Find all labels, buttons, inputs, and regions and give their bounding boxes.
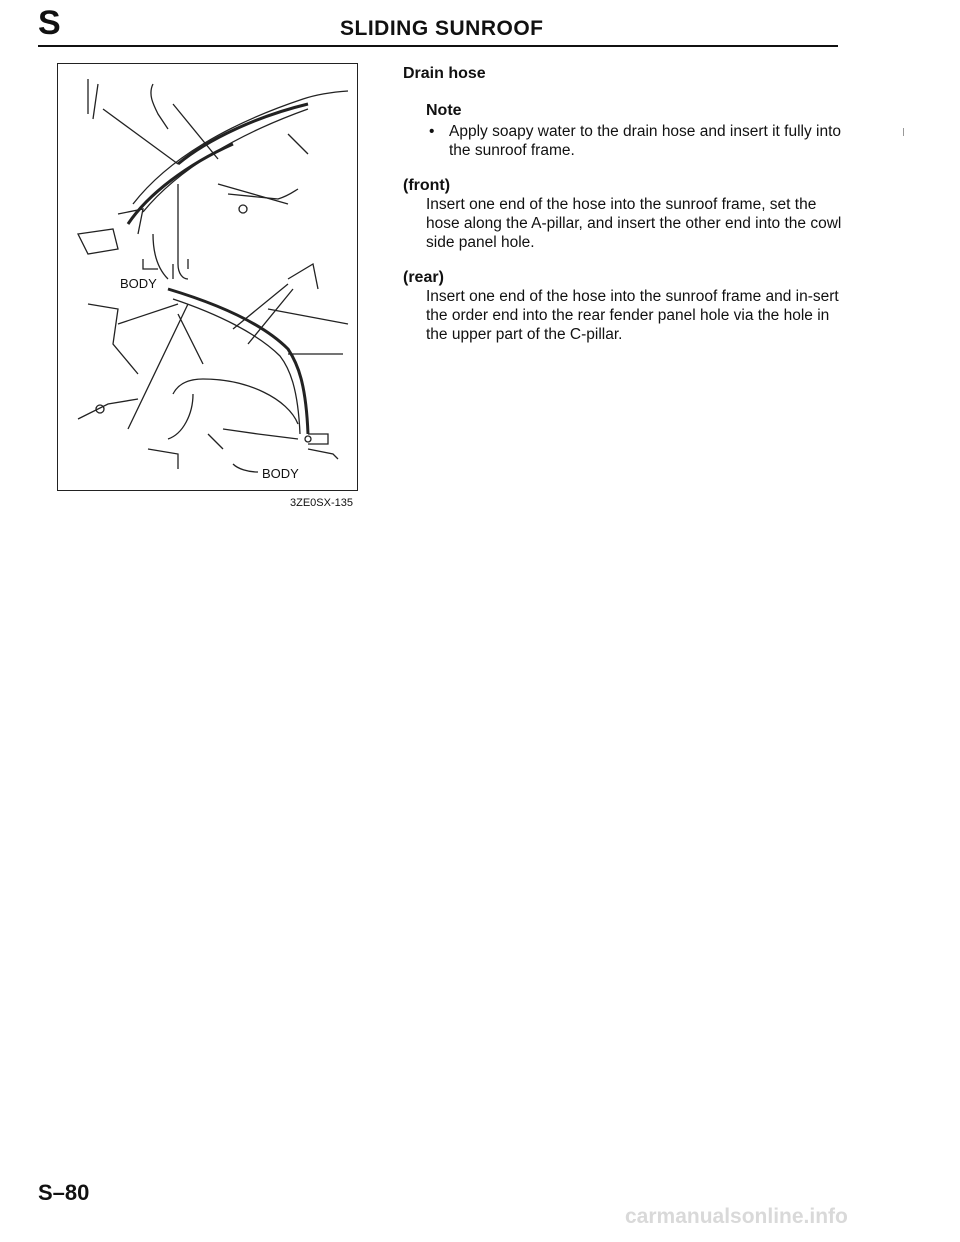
rear-paragraph: Insert one end of the hose into the sunroof frame and in-sert the order end into the rear fender panel hole via the hole in the upper part of the C-pillar. [426, 288, 839, 343]
front-paragraph: Insert one end of the hose into the sunroof frame, set the hose along the A-pillar, and insert the other end into the cowl side panel hole. [426, 196, 842, 251]
front-heading: (front) [403, 177, 451, 194]
note-bullet: • Apply soapy water to the drain hose and insert it fully into the sunroof frame. [426, 122, 848, 160]
figure-label-body-lower: BODY [262, 466, 299, 481]
note-title: Note [426, 102, 462, 119]
rear-heading: (rear) [403, 269, 444, 286]
figure-label-body-upper: BODY [120, 276, 157, 291]
page-number: S–80 [38, 1180, 90, 1205]
figure-code: 3ZE0SX-135 [290, 497, 353, 509]
page-title: SLIDING SUNROOF [340, 17, 544, 40]
section-heading: Drain hose [403, 65, 486, 82]
header-rule [38, 45, 838, 47]
section-letter: S [38, 4, 61, 42]
margin-tick [903, 128, 904, 136]
content-column [403, 64, 848, 344]
drain-hose-illustration [58, 64, 358, 490]
illustration-frame [57, 63, 358, 491]
watermark: carmanualsonline.info [625, 1205, 848, 1228]
